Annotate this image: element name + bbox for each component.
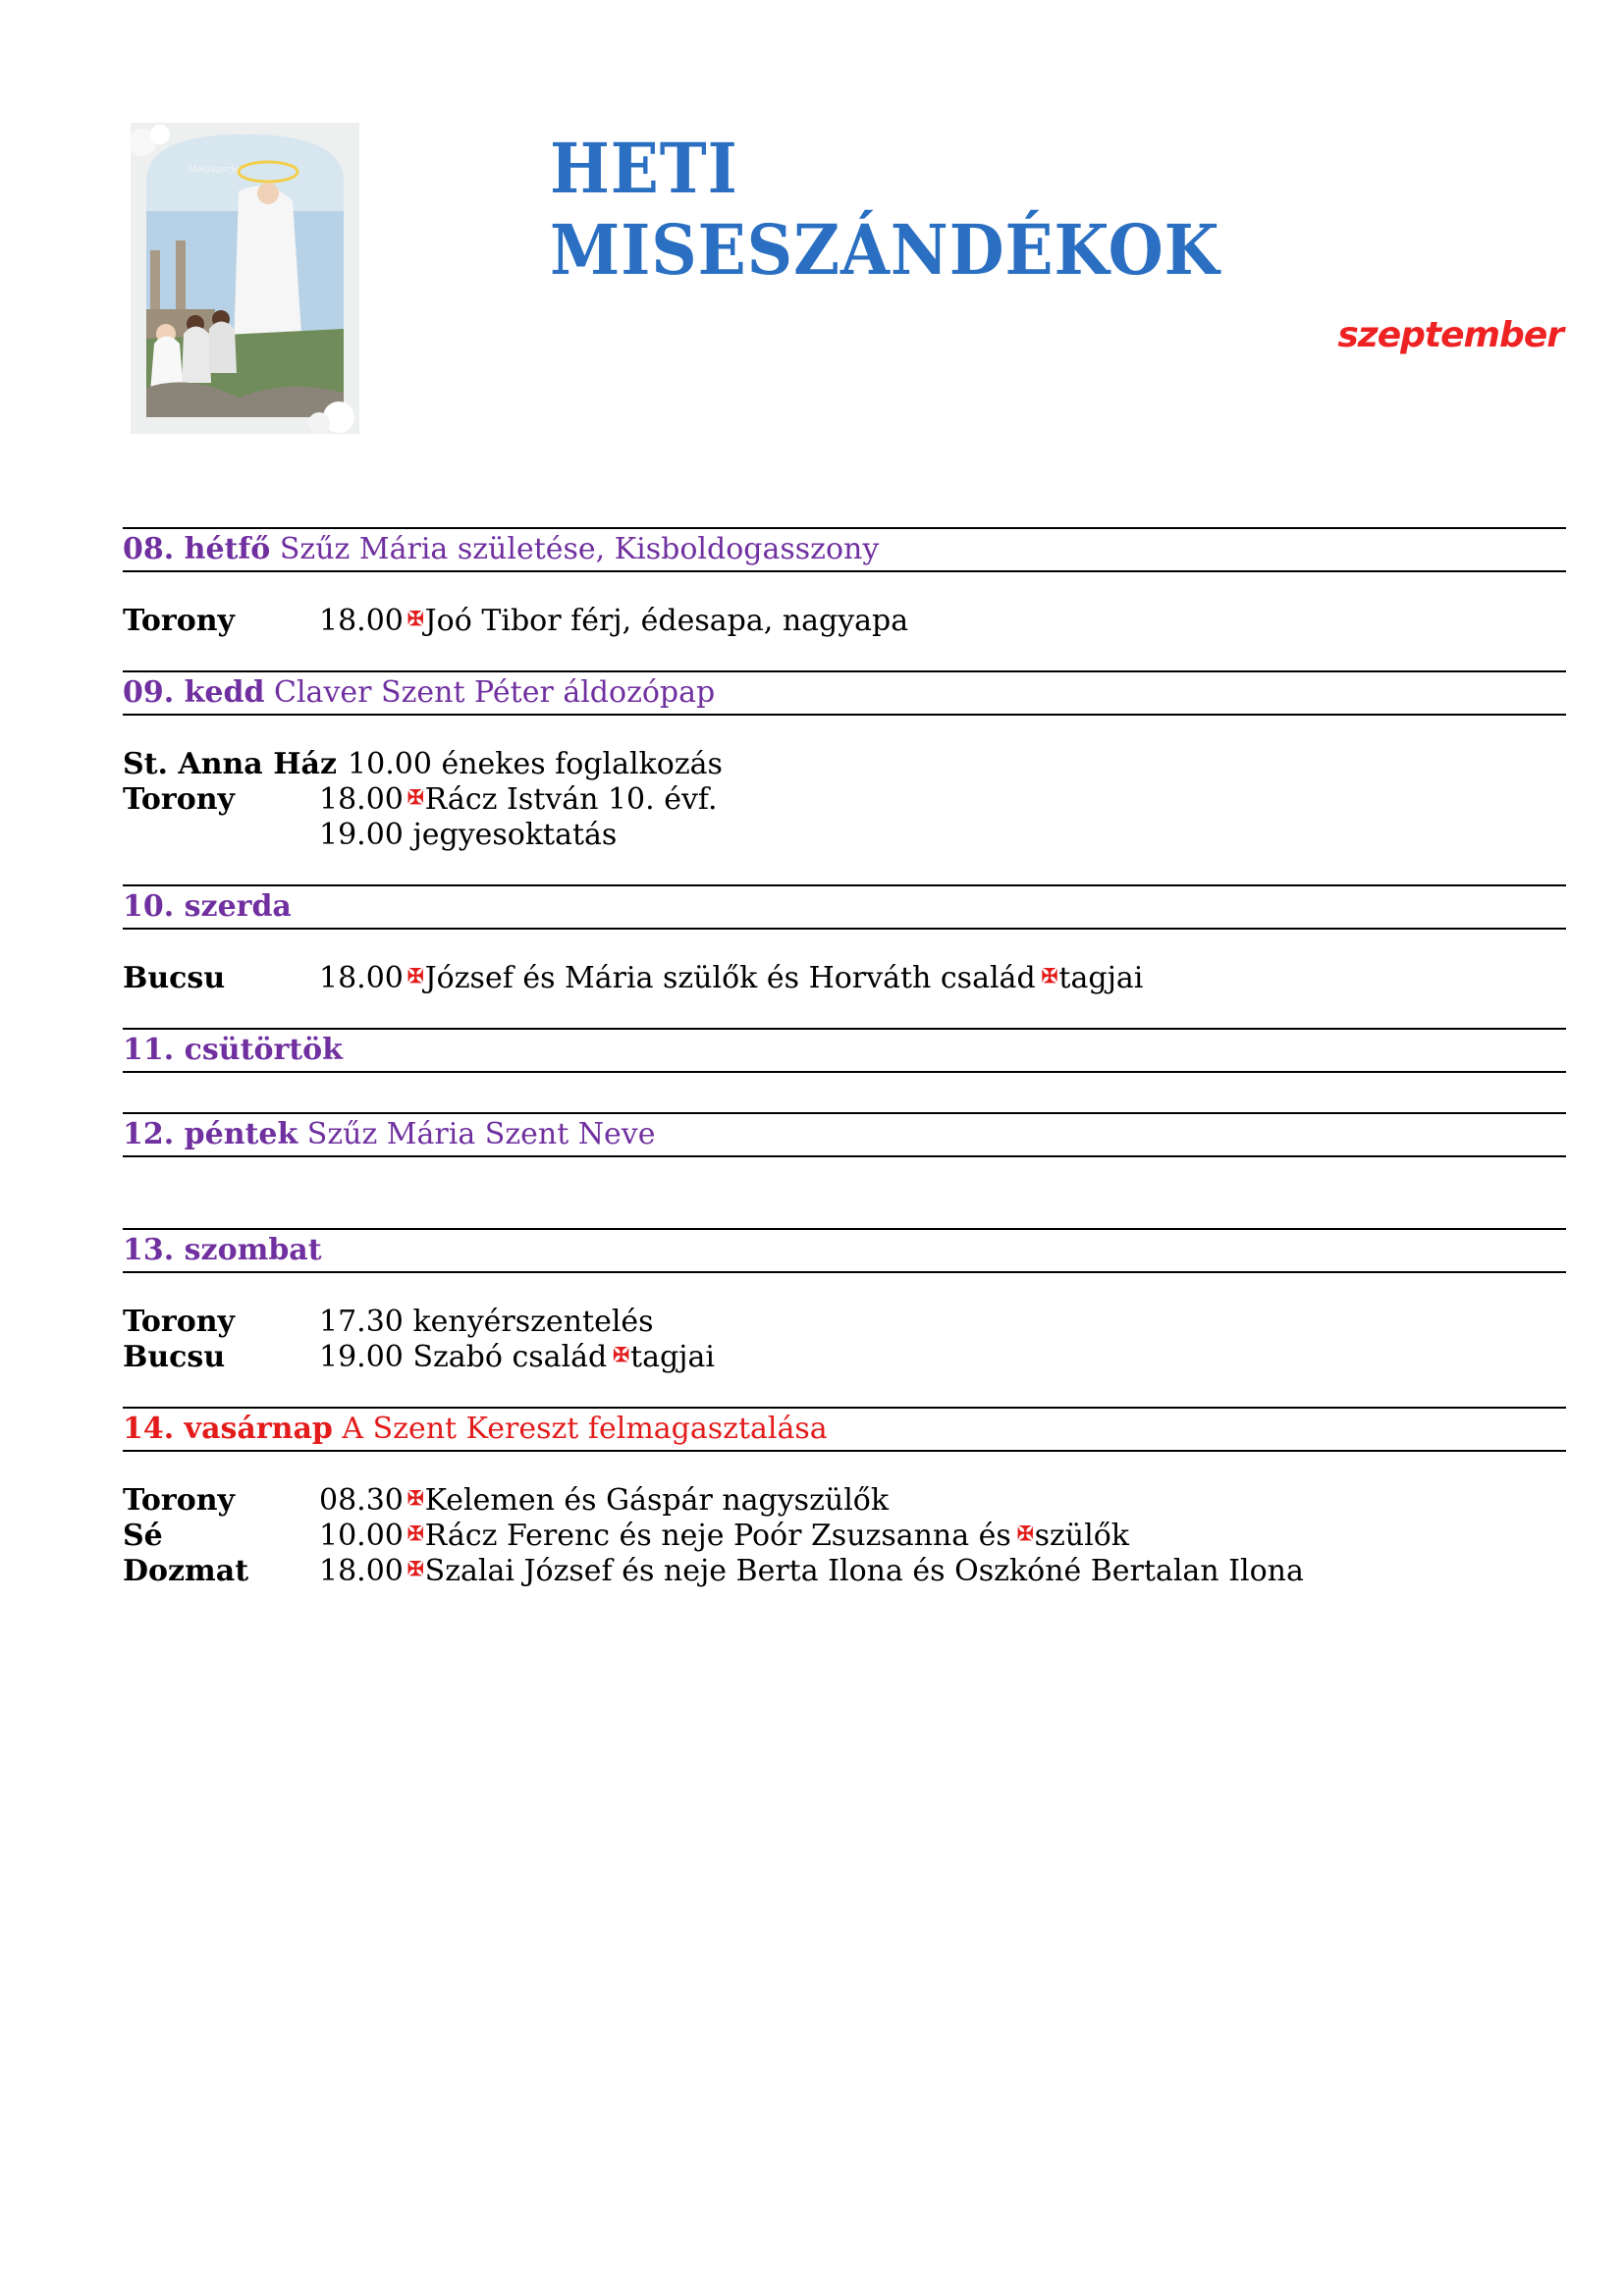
intention-suffix: tagjai <box>630 1340 715 1374</box>
picture-inscription: Medjugorje <box>188 165 240 175</box>
mass-entry <box>123 1554 1566 1589</box>
intention: Szalai József és neje Berta Ilona és Oszkóné Bertalan Ilona <box>424 1554 1304 1588</box>
day-header <box>123 1028 1566 1073</box>
day-13 <box>123 1228 1566 1407</box>
maltese-cross-icon: ✠ <box>1016 1522 1034 1545</box>
feast-name: A Szent Kereszt felmagasztalása <box>332 1412 828 1446</box>
day-08 <box>123 527 1566 670</box>
location: Torony <box>123 782 235 817</box>
location: Dozmat <box>123 1554 249 1588</box>
location: Torony <box>123 1305 235 1339</box>
day-label: 14. vasárnap <box>123 1412 333 1446</box>
intention-suffix: tagjai <box>1058 961 1144 995</box>
time: 18.00 <box>319 604 404 638</box>
mass-list <box>123 930 1566 1028</box>
maltese-cross-icon: ✠ <box>406 1486 424 1510</box>
mass-entry <box>123 782 1566 818</box>
day-header <box>123 1407 1566 1452</box>
mass-entry <box>123 1305 1566 1340</box>
day-header <box>123 884 1566 930</box>
time: 18.00 <box>319 961 404 995</box>
location: Bucsu <box>123 961 226 995</box>
day-10 <box>123 884 1566 1028</box>
location: Torony <box>123 1483 235 1518</box>
day-header <box>123 1112 1566 1157</box>
time: 08.30 <box>319 1483 404 1518</box>
page-title: HETI MISESZÁNDÉKOK <box>550 128 1220 291</box>
intention: Rácz István 10. évf. <box>424 782 718 817</box>
mass-list <box>123 1452 1566 1621</box>
mass-entry <box>123 1340 1566 1375</box>
time: 10.00 <box>348 747 432 781</box>
location <box>123 818 319 853</box>
mass-entry <box>123 1519 1566 1554</box>
maltese-cross-icon: ✠ <box>613 1343 630 1366</box>
intention: Kelemen és Gáspár nagyszülők <box>424 1483 890 1518</box>
location: St. Anna Ház <box>123 747 338 781</box>
mass-list <box>123 1273 1566 1407</box>
intention: Szabó család <box>412 1340 608 1374</box>
mass-schedule <box>123 527 1566 1621</box>
intention: József és Mária szülők és Horváth család <box>424 961 1036 995</box>
feast-name: Claver Szent Péter áldozópap <box>264 675 716 710</box>
intention: Joó Tibor férj, édesapa, nagyapa <box>424 604 909 638</box>
day-label: 13. szombat <box>123 1233 322 1267</box>
time: 18.00 <box>319 1554 404 1588</box>
time: 17.30 <box>319 1305 404 1339</box>
maltese-cross-icon: ✠ <box>1041 964 1058 988</box>
mass-list <box>123 1157 1566 1228</box>
mass-entry <box>123 604 1566 639</box>
mass-entry <box>123 747 1566 782</box>
mass-list <box>123 716 1566 884</box>
time: 19.00 <box>319 818 404 852</box>
intention: kenyérszentelés <box>412 1305 654 1339</box>
day-label: 12. péntek <box>123 1117 298 1151</box>
location: Bucsu <box>123 1340 226 1374</box>
day-09 <box>123 670 1566 884</box>
mass-entry <box>123 1483 1566 1519</box>
day-header <box>123 670 1566 716</box>
intention: énekes foglalkozás <box>441 747 723 781</box>
mass-entry <box>123 818 1566 853</box>
intention: jegyesoktatás <box>412 818 618 852</box>
time: 19.00 <box>319 1340 404 1374</box>
day-label: 10. szerda <box>123 889 292 924</box>
day-14 <box>123 1407 1566 1621</box>
mass-entry <box>123 961 1566 996</box>
maltese-cross-icon: ✠ <box>406 607 424 630</box>
day-header <box>123 527 1566 572</box>
mass-list <box>123 572 1566 670</box>
time: 18.00 <box>319 782 404 817</box>
location: Sé <box>123 1519 163 1553</box>
maltese-cross-icon: ✠ <box>406 964 424 988</box>
time: 10.00 <box>319 1519 404 1553</box>
day-label: 11. csütörtök <box>123 1033 343 1067</box>
day-11 <box>123 1028 1566 1112</box>
location: Torony <box>123 604 235 638</box>
maltese-cross-icon: ✠ <box>406 1522 424 1545</box>
day-header <box>123 1228 1566 1273</box>
month-label: szeptember <box>1337 315 1563 355</box>
maltese-cross-icon: ✠ <box>406 1557 424 1580</box>
mass-list <box>123 1073 1566 1112</box>
day-label: 09. kedd <box>123 675 265 710</box>
marian-apparition-picture <box>131 123 359 434</box>
intention-suffix: szülők <box>1034 1519 1129 1553</box>
day-12 <box>123 1112 1566 1228</box>
intention: Rácz Ferenc és neje Poór Zsuzsanna és <box>424 1519 1011 1553</box>
feast-name: Szűz Mária Szent Neve <box>298 1117 656 1151</box>
maltese-cross-icon: ✠ <box>406 785 424 809</box>
day-label: 08. hétfő <box>123 532 271 566</box>
feast-name: Szűz Mária születése, Kisboldogasszony <box>270 532 880 566</box>
